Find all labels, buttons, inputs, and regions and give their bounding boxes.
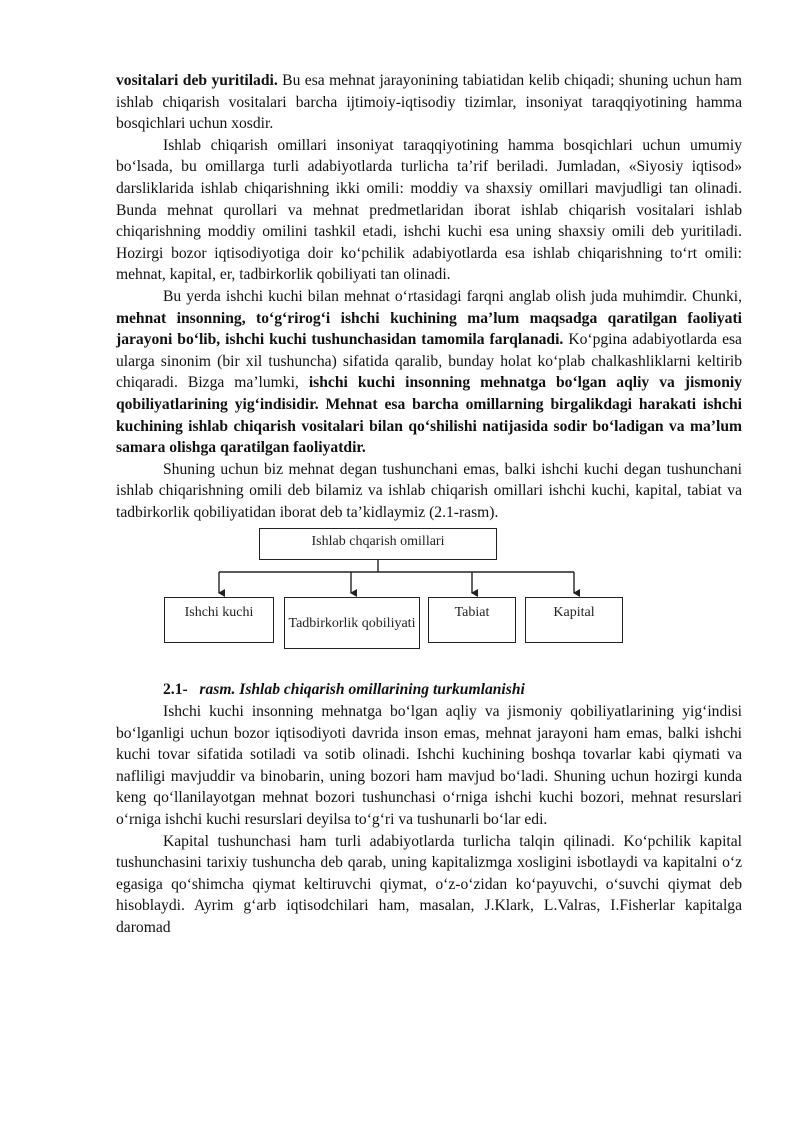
diagram-box-tadbirkorlik: Tadbirkorlik qobiliyati	[284, 597, 420, 649]
paragraph-text: Ko‘pgina adabiyotlarda esa ularga sinonim (bir xil tushuncha) sifatida qaralib, bunday holat ko‘plab chalkashliklarni keltirib chiqaradi. Bizga ma’lumki,	[116, 331, 742, 392]
diagram-box-ishchi-kuchi: Ishchi kuchi	[164, 597, 274, 643]
paragraph-text: Bu yerda ishchi kuchi bilan mehnat o‘rtasidagi farqni anglab olish juda muhimdir. Chunki,	[163, 287, 742, 305]
paragraph-3	[116, 286, 742, 459]
figure-caption	[116, 679, 742, 701]
diagram-box-tabiat: Tabiat	[428, 597, 516, 643]
paragraph-4: Shuning uchun biz mehnat degan tushunchani emas, balki ishchi kuchi degan tushunchani ishlab chiqarishning omili deb bilamiz va ishlab chiqarish omillari ishchi kuchi, kapital, tabiat va tadbirkorlik qobiliyatidan iborat deb ta’kidlaymiz (2.1-rasm).	[116, 460, 742, 521]
bold-phrase: mehnat insonning, to‘g‘rirog‘i ishchi kuchining ma’lum maqsadga qaratilgan faoliyati jarayoni bo‘lib, ishchi kuchi tushunchasidan tamomila farqlanadi.	[116, 309, 742, 349]
paragraph-2: Ishlab chiqarish omillari insoniyat taraqqiyotining hamma bosqichlari uchun umumiy bo‘lsada, bu omillarga turli adabiyotlarda turlicha ta’rif beriladi. Jumladan, «Siyosiy iqtisod» darsliklarida ishlab chiqarishning ikki omili: moddiy va shaxsiy omillari mavjudligi tan olinadi. Bunda mehnat qurollari va mehnat predmetlaridan iborat ishlab chiqarish vositalari ishlab chiqarishning moddiy omilini tashkil etadi, ishchi kuchi esa uning shaxsiy omili deb yuritiladi. Hozirgi bozor iqtisodiyotiga doir ko‘pchilik adabiyotlarda esa ishlab chiqarishning to‘rt omili: mehnat, kapital, er, tadbirkorlik qobiliyati tan olinadi.	[116, 136, 742, 284]
diagram-box-kapital: Kapital	[525, 597, 623, 643]
document-page	[116, 70, 742, 939]
paragraph-text: Bu esa mehnat jarayonining tabiatidan kelib chiqadi; shuning uchun ham ishlab chiqarish vositalari barcha ijtimoiy-iqtisodiy tizimlar, insoniyat taraqqiyotining hamma bosqichlari uchun xosdir.	[116, 72, 743, 133]
bold-phrase: ishchi kuchi insonning mehnatga bo‘lgan aqliy va jismoniy qobiliyatlarining yig‘indisidir. Mehnat esa barcha omillarning birgalikdagi harakati ishchi kuchining ishlab chiqarish vositalari bilan qo‘shilishi natijasida sodir bo‘ladigan va ma’lum samara olishga qaratilgan faoliyatdir.	[116, 374, 742, 457]
diagram-root-box: Ishlab chqarish omillari	[259, 528, 497, 560]
paragraph-1	[116, 70, 742, 135]
caption-text: rasm. Ishlab chiqarish omillarining turkumlanishi	[199, 681, 525, 699]
caption-number: 2.1-	[163, 681, 188, 699]
paragraph-5: Ishchi kuchi insonning mehnatga bo‘lgan aqliy va jismoniy qobiliyatlarining yig‘indisi bo‘lganligi uchun bozor iqtisodiyoti davrida inson emas, mehnat jarayoni ham emas, balki ishchi kuchi tovar sifatida sotiladi va sotib olinadi. Ishchi kuchining boshqa tovarlar kabi qiymati va nafliligi mavjuddir va binobarin, uning bozori ham mavjud bo‘ladi. Shuning uchun hozirgi kunda keng qo‘llanilayotgan mehnat bozori tushunchasi o‘rniga ishchi kuchi bozori, mehnat resurslari o‘rniga ishchi kuchi resurslari deyilsa to‘g‘ri va tushunarli bo‘lar edi.	[116, 703, 742, 829]
factors-diagram	[116, 525, 742, 675]
bold-phrase: vositalari deb yuritiladi.	[116, 72, 278, 89]
paragraph-6: Kapital tushunchasi ham turli adabiyotlarda turlicha talqin qilinadi. Ko‘pchilik kapital tushunchasini tarixiy tushuncha deb qarab, uning kapitalizmga xosligini isbotlaydi va kapitalni o‘z egasiga qo‘shimcha qiymat keltiruvchi qiymat, o‘z-o‘zidan ko‘payuvchi, o‘suvchi qiymat deb hisoblaydi. Ayrim g‘arb iqtisodchilari ham, masalan, J.Klark, L.Valras, I.Fisherlar kapitalga daromad	[116, 832, 742, 936]
